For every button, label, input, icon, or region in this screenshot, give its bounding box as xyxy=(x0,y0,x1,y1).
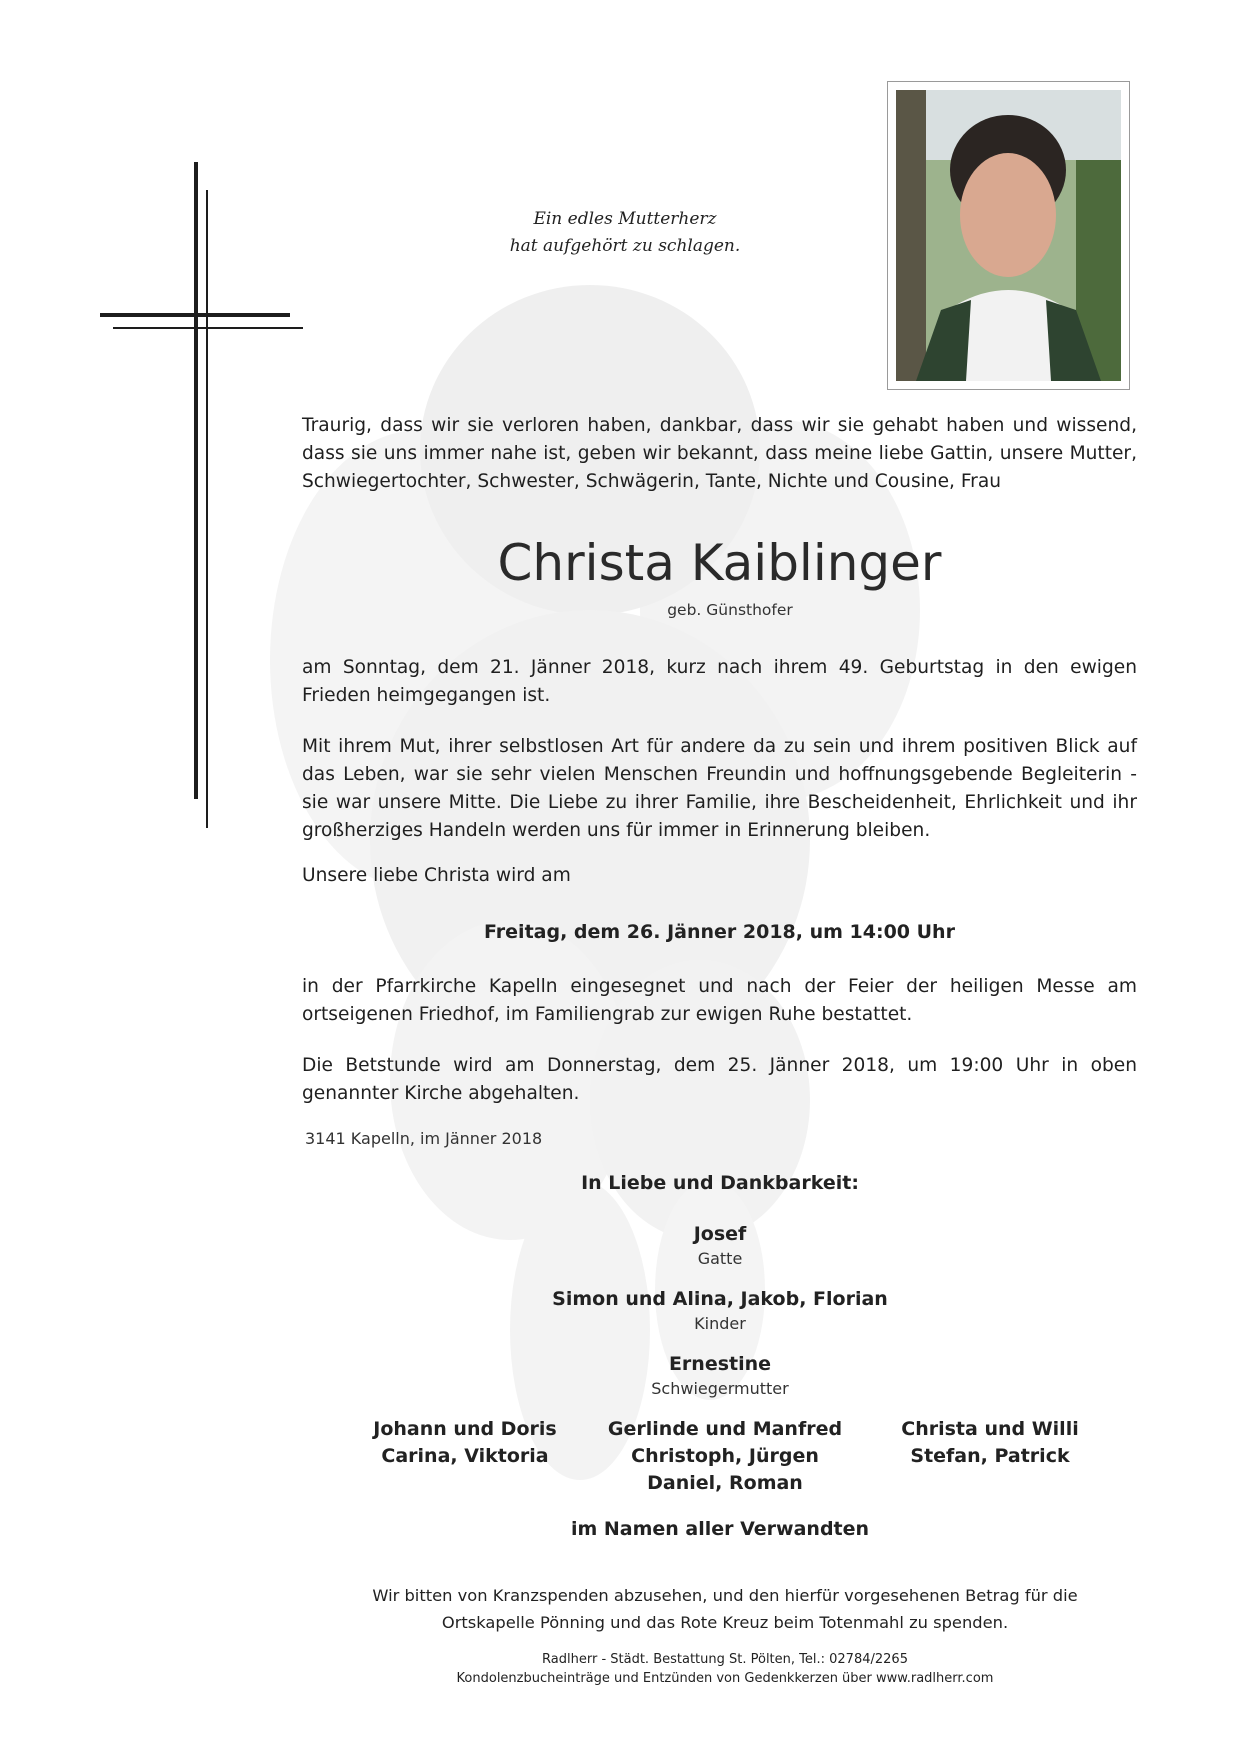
mother-in-law-role: Schwiegermutter xyxy=(651,1379,789,1398)
tribute-paragraph: Mit ihrem Mut, ihrer selbstlosen Art für andere da zu sein und ihrem positiven Blick auf das Leben, war sie sehr vielen Menschen Freundin und hoffnungsgebende Begleiterin - sie war unsere Mitte. Die Liebe zu ihrer Familie, ihre Bescheidenheit, Ehrlichkeit und ihr großherziges Handeln werden uns für immer in Erinnerung bleiben. xyxy=(302,736,1137,841)
sibling-family-3-line-2: Stefan, Patrick xyxy=(910,1445,1070,1467)
sibling-family-2-line-1: Gerlinde und Manfred xyxy=(607,1418,843,1440)
sibling-family-2-line-2: Christoph, Jürgen xyxy=(631,1445,819,1467)
funeral-home-footer xyxy=(320,1650,1130,1688)
memorial-quote xyxy=(440,206,810,260)
donation-notice-line-1: Wir bitten von Kranzspenden abzusehen, und den hierfür vorgesehenen Betrag für die xyxy=(372,1586,1078,1605)
husband-role: Gatte xyxy=(697,1249,743,1268)
donation-notice xyxy=(320,1582,1130,1636)
funeral-date: Freitag, dem 26. Jänner 2018, um 14:00 Uhr xyxy=(484,921,955,943)
birth-name: geb. Günsthofer xyxy=(667,601,793,619)
mourners-closing: im Namen aller Verwandten xyxy=(570,1518,870,1540)
footer-contact: Radlherr - Städt. Bestattung St. Pölten, Tel.: 02784/2265 xyxy=(542,1652,908,1667)
mourners-heading: In Liebe und Dankbarkeit: xyxy=(581,1172,859,1194)
footer-website-note: Kondolenzbucheinträge und Entzünden von Gedenkkerzen über www.radlherr.com xyxy=(456,1671,994,1686)
deceased-name: Christa Kaiblinger xyxy=(497,534,942,592)
portrait-photo xyxy=(887,81,1130,390)
children-names: Simon und Alina, Jakob, Florian xyxy=(552,1288,888,1310)
prayer-hour: Die Betstunde wird am Donnerstag, dem 25. Jänner 2018, um 19:00 Uhr in oben genannter Kirche abgehalten. xyxy=(302,1055,1137,1104)
donation-notice-line-2: Ortskapelle Pönning und das Rote Kreuz beim Totenmahl zu spenden. xyxy=(441,1613,1009,1632)
place-date: 3141 Kapelln, im Jänner 2018 xyxy=(305,1129,543,1148)
sibling-family-1-line-2: Carina, Viktoria xyxy=(381,1445,549,1467)
sibling-family-2 xyxy=(595,1416,855,1497)
sibling-family-2-line-3: Daniel, Roman xyxy=(647,1472,803,1494)
mother-in-law-name: Ernestine xyxy=(668,1353,772,1375)
sibling-family-1-line-1: Johann und Doris xyxy=(373,1418,557,1440)
sibling-family-3-line-1: Christa und Willi xyxy=(901,1418,1079,1440)
quote-line-2: hat aufgehört zu schlagen. xyxy=(509,236,741,256)
quote-line-1: Ein edles Mutterherz xyxy=(533,209,717,229)
death-paragraph: am Sonntag, dem 21. Jänner 2018, kurz nach ihrem 49. Geburtstag in den ewigen Frieden heimgegangen ist. xyxy=(302,657,1137,706)
intro-paragraph: Traurig, dass wir sie verloren haben, dankbar, dass wir sie gehabt haben und wissend, dass sie uns immer nahe ist, geben wir bekannt, dass meine liebe Gattin, unsere Mutter, Schwiegertochter, Schwester, Schwägerin, Tante, Nichte und Cousine, Frau xyxy=(302,415,1137,492)
husband-name: Josef xyxy=(693,1223,747,1245)
sibling-family-1 xyxy=(345,1416,585,1470)
sibling-family-3 xyxy=(870,1416,1110,1470)
portrait-image xyxy=(896,90,1121,381)
children-role: Kinder xyxy=(694,1314,746,1333)
funeral-details: in der Pfarrkirche Kapelln eingesegnet und nach der Feier der heiligen Messe am ortseigenen Friedhof, im Familiengrab zur ewigen Ruhe bestattet. xyxy=(302,976,1137,1025)
funeral-lead: Unsere liebe Christa wird am xyxy=(302,865,571,886)
